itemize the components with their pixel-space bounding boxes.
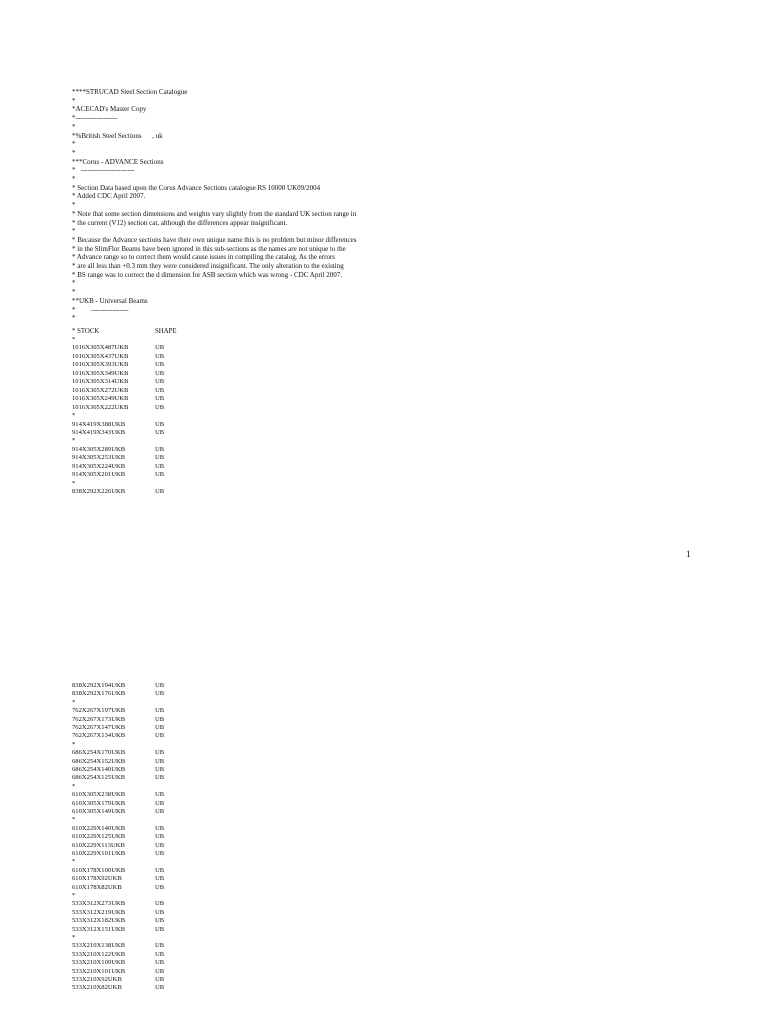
table-cell: 533X312X273UKB [72,900,126,908]
table-cell: UB [155,866,165,874]
table-cell: 1016X305X272UKB [72,386,129,394]
table-cell: * [72,412,76,420]
header-line: * Note that some section dimensions and weights vary slightly from the standard UK section range in [72,209,357,218]
table-cell: 686X254X170UKB [72,749,126,757]
table-cell: UB [155,984,165,992]
table-cell: UB [155,724,165,731]
table-cell: UB [155,395,165,403]
table-cell: 610X229X101UKB [72,850,126,857]
table-cell: UB [155,908,165,916]
table-cell: 838X292X176UKB [72,690,126,698]
table-cell: UB [155,488,165,496]
table-cell: UB [155,850,165,857]
header-line: **UKB - Universal Beams [72,296,148,305]
table-cell: UB [155,766,165,773]
header-line: *ACECAD's Master Copy [72,105,147,114]
table-cell: UB [155,883,165,891]
table-cell: 1016X305X349UKB [72,369,129,377]
table-cell: 1016X305X437UKB [72,352,129,360]
table-cell: * [72,336,76,343]
header-line: * [72,227,76,236]
header-line: ****STRUCAD Steel Section Catalogue [72,88,188,96]
table-cell: UB [155,749,165,757]
table-cell: UB [155,715,165,723]
page-number: 1 [686,549,691,559]
table-cell: UB [155,707,165,715]
table-cell: UB [155,462,165,470]
table-cell: UB [155,841,165,849]
table-cell: 610X178X92UKB [72,875,122,883]
table-cell: 533X312X219UKB [72,908,126,916]
table-cell: 1016X305X314UKB [72,378,129,386]
table-cell: 762X267X197UKB [72,707,126,715]
header-line: * Advance range so to correct them would cause issues in compiling the catalog. As the errors [72,253,336,262]
table-cell: UB [155,799,165,807]
table-cell: UB [155,361,165,369]
table-cell: UB [155,420,165,428]
table-cell: UB [155,959,165,967]
header-line: * [72,96,76,105]
table-cell: UB [155,757,165,765]
header-line: * [72,201,76,210]
table-cell: 1016X305X487UKB [72,344,129,352]
header-line: * BS range was to correct the d dimension for ASB section which was wrong - CDC April 2007. [72,270,343,279]
table-cell: * [72,892,76,899]
table-cell: UB [155,791,165,799]
table-cell: 914X419X388UKB [72,420,126,428]
table-cell: 610X229X113UKB [72,841,125,849]
table-cell: UB [155,875,165,883]
table-cell: * [72,934,76,941]
header-line: * [72,175,76,183]
table-cell: * [72,858,76,866]
table-cell: 1016X305X249UKB [72,395,129,403]
table-cell: UB [155,833,165,841]
table-cell: 610X305X238UKB [72,791,126,799]
table-cell: 610X229X125UKB [72,833,126,841]
column-label: * STOCK [72,328,100,335]
column-label: SHAPE [155,328,177,335]
table-cell: 762X267X147UKB [72,724,126,731]
table-cell: 838X292X194UKB [72,682,126,689]
table-cell: 533X210X101UKB [72,967,126,975]
table-cell: UB [155,942,165,950]
table-cell: 838X292X226UKB [72,488,126,496]
header-line: ***Corus - ADVANCE Sections [72,157,164,166]
header-line: * the current (V12) section cat, although the differences appear insignificant. [72,218,288,227]
table-cell: * [72,740,76,748]
table-cell: UB [155,824,165,832]
table-cell: 610X229X140UKB [72,824,126,832]
table-cell: * [72,437,76,445]
header-line: * [72,122,76,131]
header-line: *%British Steel Sections , uk [72,131,163,140]
table-cell: 533X210X92UKB [72,976,122,983]
table-cell: * [72,816,76,824]
table-cell: 533X210X109UKB [72,959,126,967]
table-cell: UB [155,690,165,698]
table-cell: * [72,782,76,790]
table-cell: 610X305X149UKB [72,808,126,815]
header-line: * ----------------------- [72,166,135,175]
table-cell: UB [155,967,165,975]
table-cell: 610X178X82UKB [72,883,122,891]
table-cell: UB [155,352,165,360]
table-cell: 533X210X122UKB [72,950,126,958]
header-line: * [72,148,76,157]
table-cell: UB [155,732,165,740]
header-line: * Section Data based upon the Corus Advance Sections catalogue RS 10000 UK09/2004 [72,183,321,192]
header-line: * in the SlimFlor Beams have been ignored in this sub-sections as the names are not unique to the [72,244,346,253]
table-cell: 533X210X138UKB [72,942,126,950]
table-cell: 1016X305X222UKB [72,403,129,411]
table-cell: 686X254X140UKB [72,766,126,773]
table-cell: UB [155,428,165,436]
table-cell: UB [155,774,165,782]
table-cell: 533X210X82UKB [72,984,122,992]
table-cell: 686X254X152UKB [72,757,126,765]
table-cell: UB [155,445,165,453]
table-cell: UB [155,682,165,689]
header-line: *------------------ [72,114,118,123]
table-cell: 914X305X224UKB [72,462,126,470]
table-cell: 533X312X151UKB [72,925,126,933]
table-cell: 686X254X125UKB [72,774,126,782]
table-cell: UB [155,917,165,925]
table-cell: 914X419X343UKB [72,428,126,436]
table-cell: 914X305X201UKB [72,471,126,479]
table-cell: 610X305X179UKB [72,799,126,807]
header-line: * [72,279,76,288]
table-cell: UB [155,471,165,479]
header-line: * ---------------- [72,305,129,314]
table-cell: UB [155,900,165,908]
header-line: * Because the Advance sections have their own unique name this is no problem but minor differences [72,235,357,244]
table-cell: * [72,479,76,487]
table-cell: UB [155,808,165,815]
table-cell: 1016X305X393UKB [72,361,129,369]
header-line: * are all less than +0.3 mm they were considered insignificant. The only alteration to the existing [72,262,344,270]
header-line: * [72,288,76,297]
table-cell: * [72,698,76,706]
table-cell: UB [155,378,165,386]
header-line: * Added CDC April 2007. [72,192,146,201]
table-cell: UB [155,925,165,933]
header-line: * [72,140,76,149]
table-cell: 533X312X182UKB [72,917,126,925]
table-cell: UB [155,976,165,983]
table-cell: 914X305X253UKB [72,454,126,462]
header-line: * [72,314,76,323]
table-cell: UB [155,369,165,377]
table-cell: 762X267X134UKB [72,732,126,740]
table-cell: UB [155,454,165,462]
table-cell: UB [155,950,165,958]
table-cell: 610X178X100UKB [72,866,126,874]
table-cell: UB [155,403,165,411]
table-cell: UB [155,344,165,352]
table-cell: 914X305X289UKB [72,445,126,453]
table-cell: 762X267X173UKB [72,715,126,723]
table-cell: UB [155,386,165,394]
